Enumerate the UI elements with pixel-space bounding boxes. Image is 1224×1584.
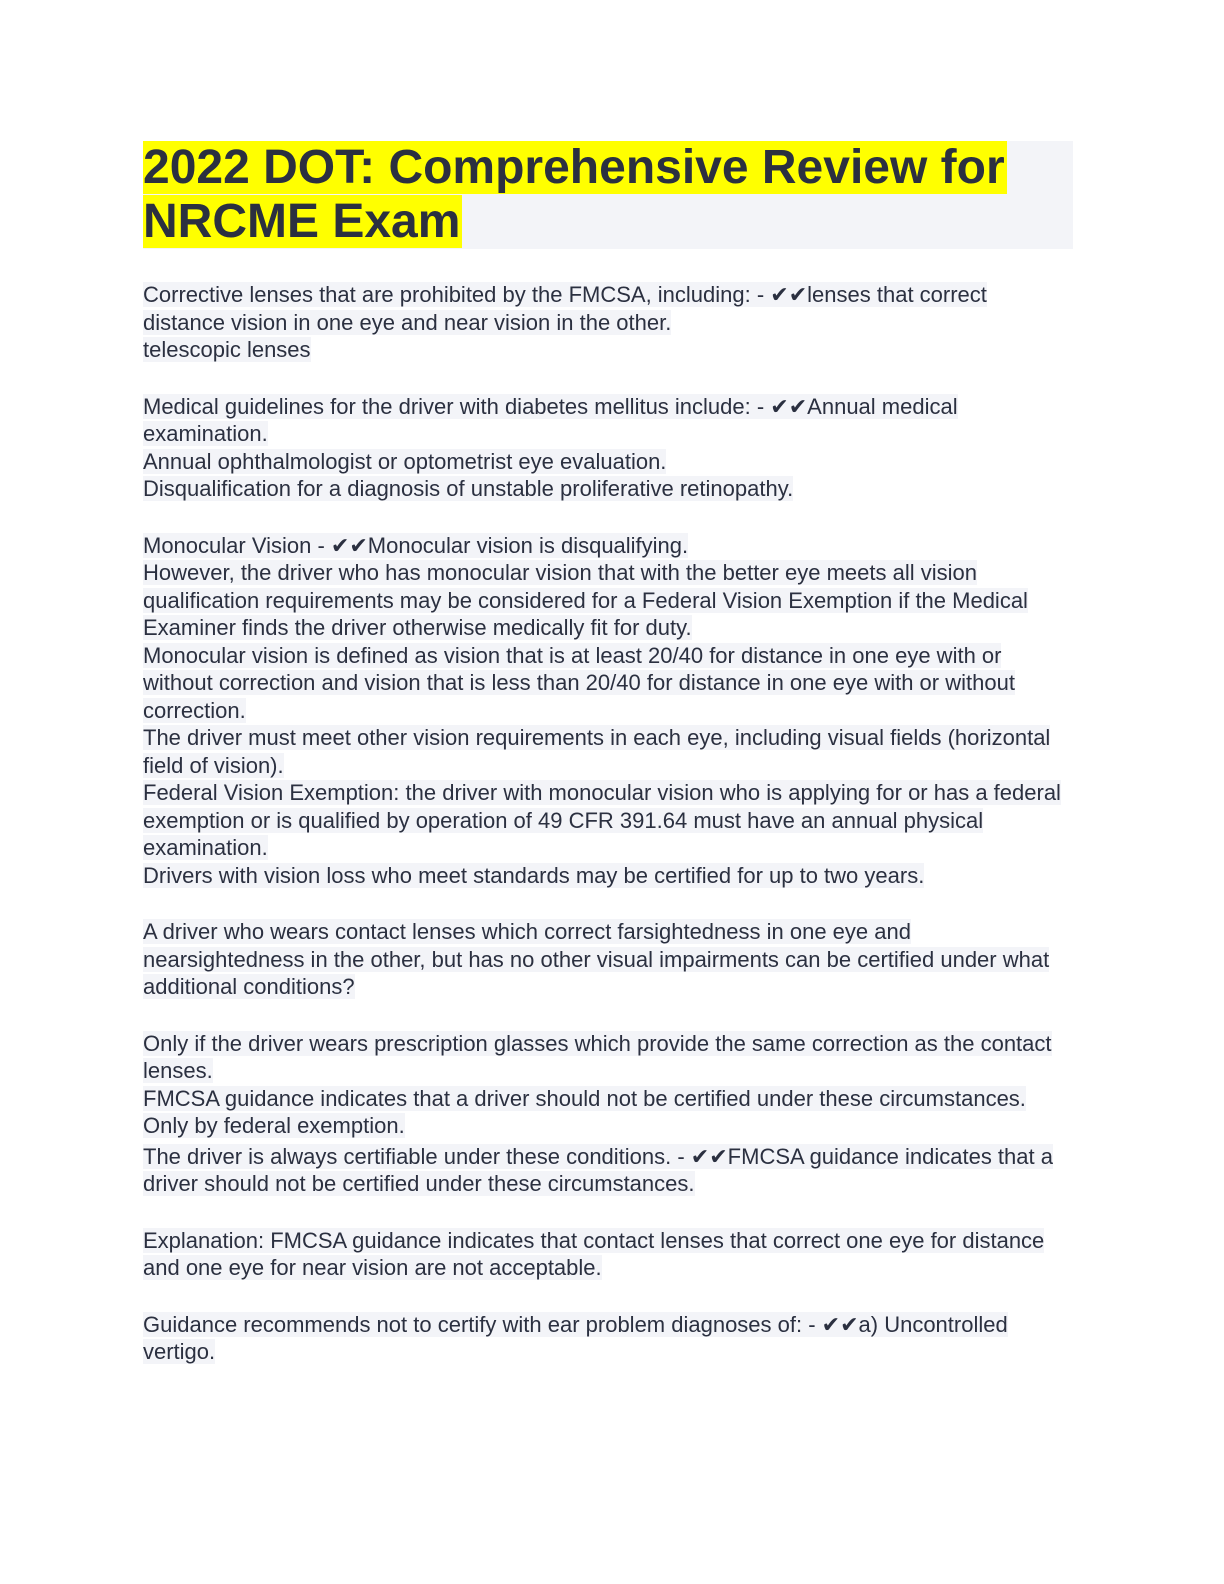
paragraph-answer xyxy=(143,1143,1073,1198)
paragraph-diabetes-guidelines xyxy=(143,393,1073,503)
text-line: Drivers with vision loss who meet standards may be certified for up to two years. xyxy=(143,862,925,888)
paragraph-answer-options xyxy=(143,1030,1073,1140)
title-block xyxy=(143,141,1073,249)
text-line: Only by federal exemption. xyxy=(143,1113,405,1138)
text-line: Federal Vision Exemption: the driver with monocular vision who is applying for or has a federal exemption or is qualified by operation of 49 CFR 391.64 must have an annual physical examination. xyxy=(143,780,1061,860)
text-line: Annual ophthalmologist or optometrist eye evaluation. xyxy=(143,448,667,474)
text-line: Corrective lenses that are prohibited by the FMCSA, including: - ✔✔lenses that correct distance vision in one eye and near vision in the other. xyxy=(143,282,987,335)
text-line: Guidance recommends not to certify with ear problem diagnoses of: - ✔✔a) Uncontrolled vertigo. xyxy=(143,1311,1008,1364)
text-line: Medical guidelines for the driver with diabetes mellitus include: - ✔✔Annual medical examination. xyxy=(143,393,958,446)
document-title-text: 2022 DOT: Comprehensive Review for NRCME Exam xyxy=(143,141,1005,248)
paragraph-explanation xyxy=(143,1227,1073,1282)
paragraph-monocular-vision xyxy=(143,532,1073,890)
paragraph-ear-problems xyxy=(143,1311,1073,1366)
text-line: Only if the driver wears prescription glasses which provide the same correction as the contact lenses. xyxy=(143,1030,1052,1083)
document-body xyxy=(143,281,1073,1366)
text-line: Monocular Vision - ✔✔Monocular vision is disqualifying. xyxy=(143,532,689,558)
text-line: A driver who wears contact lenses which correct farsightedness in one eye and nearsightedness in the other, but has no other visual impairments can be certified under what additional conditions? xyxy=(143,919,1050,999)
text-line: Monocular vision is defined as vision that is at least 20/40 for distance in one eye with or without correction and vision that is less than 20/40 for distance in one eye with or without correction. xyxy=(143,642,1015,723)
text-line: Disqualification for a diagnosis of unstable proliferative retinopathy. xyxy=(143,476,794,501)
text-line: However, the driver who has monocular vision that with the better eye meets all vision qualification requirements may be considered for a Federal Vision Exemption if the Medical Examiner finds the driver otherwise medically fit for duty. xyxy=(143,560,1028,640)
text-line: telescopic lenses xyxy=(143,337,311,362)
document-title xyxy=(143,141,1073,249)
paragraph-corrective-lenses xyxy=(143,281,1073,364)
text-line: The driver is always certifiable under these conditions. - ✔✔FMCSA guidance indicates that a driver should not be certified under these circumstances. xyxy=(143,1143,1053,1196)
text-line: Explanation: FMCSA guidance indicates that contact lenses that correct one eye for distance and one eye for near vision are not acceptable. xyxy=(143,1227,1045,1280)
document-page xyxy=(143,141,1073,1366)
text-line: The driver must meet other vision requirements in each eye, including visual fields (horizontal field of vision). xyxy=(143,725,1051,778)
paragraph-contact-lenses-question xyxy=(143,918,1073,1001)
text-line: FMCSA guidance indicates that a driver should not be certified under these circumstances. xyxy=(143,1085,1026,1111)
